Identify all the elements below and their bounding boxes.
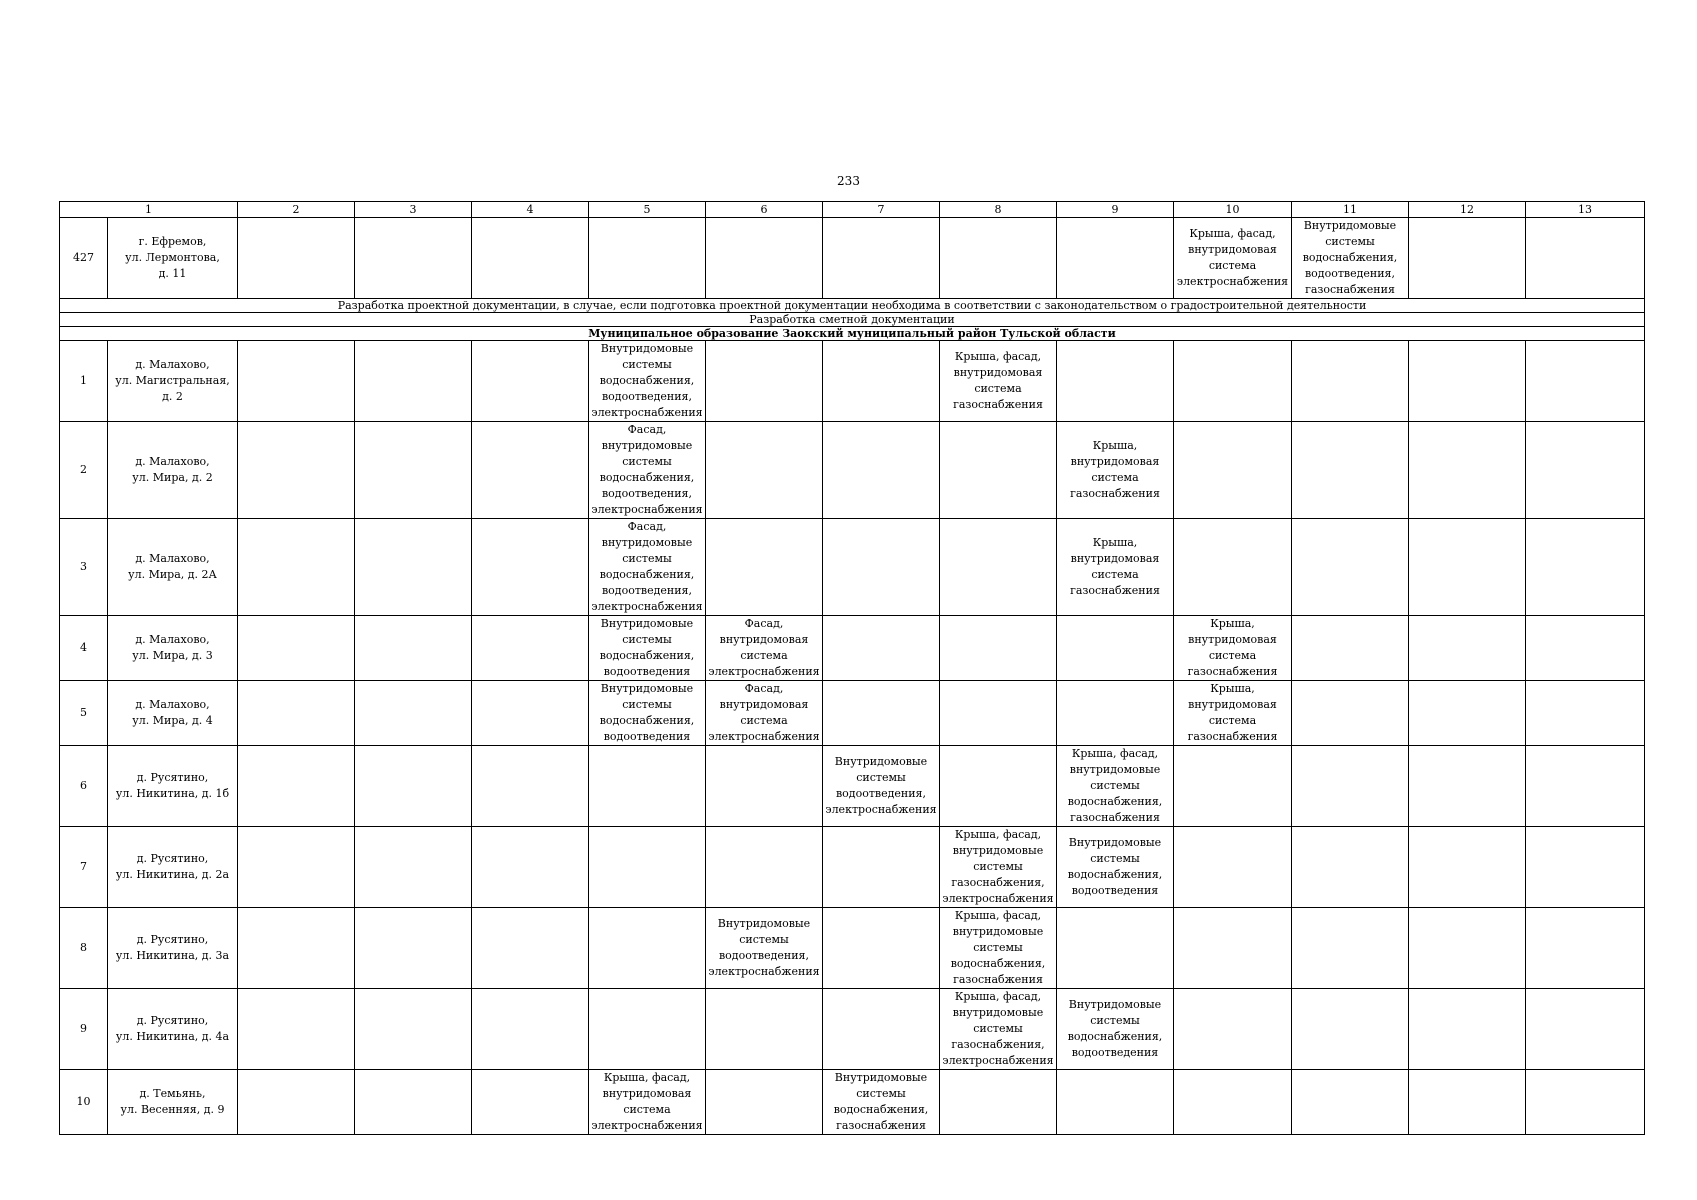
work-cell — [823, 908, 940, 989]
work-cell — [472, 908, 589, 989]
row-address: д. Русятино, ул. Никитина, д. 2а — [108, 827, 238, 908]
work-cell — [1292, 616, 1409, 681]
row-address: д. Русятино, ул. Никитина, д. 1б — [108, 746, 238, 827]
work-cell — [1057, 908, 1174, 989]
row-address: д. Русятино, ул. Никитина, д. 3а — [108, 908, 238, 989]
row-number: 9 — [60, 989, 108, 1070]
work-cell — [238, 908, 355, 989]
work-cell — [1526, 218, 1645, 299]
work-cell — [355, 908, 472, 989]
row-address: д. Малахово, ул. Магистральная, д. 2 — [108, 341, 238, 422]
work-cell — [355, 989, 472, 1070]
work-cell: Крыша, фасад, внутридомовые системы газоснабжения, электроснабжения — [940, 827, 1057, 908]
work-cell — [706, 827, 823, 908]
row-address: д. Малахово, ул. Мира, д. 4 — [108, 681, 238, 746]
column-header: 1 — [60, 202, 238, 218]
table-row — [60, 827, 1645, 908]
work-cell — [1292, 519, 1409, 616]
work-cell — [1174, 1070, 1292, 1135]
work-cell: Внутридомовые системы водоснабжения, водоотведения — [589, 616, 706, 681]
header-row — [60, 202, 1645, 218]
work-cell — [1526, 746, 1645, 827]
work-cell — [823, 218, 940, 299]
work-cell — [1526, 681, 1645, 746]
row-number: 3 — [60, 519, 108, 616]
work-cell — [238, 1070, 355, 1135]
work-cell — [706, 519, 823, 616]
work-cell — [1409, 616, 1526, 681]
work-cell — [1292, 341, 1409, 422]
work-cell — [1409, 422, 1526, 519]
work-cell: Внутридомовые системы водоснабжения, водоотведения, электроснабжения — [589, 341, 706, 422]
work-cell: Внутридомовые системы водоотведения, электроснабжения — [706, 908, 823, 989]
work-cell: Крыша, внутридомовая система газоснабжения — [1174, 616, 1292, 681]
work-cell — [1409, 746, 1526, 827]
work-cell: Внутридомовые системы водоснабжения, водоотведения — [1057, 989, 1174, 1070]
work-cell — [238, 519, 355, 616]
column-header: 11 — [1292, 202, 1409, 218]
work-cell: Фасад, внутридомовая система электроснабжения — [706, 616, 823, 681]
work-cell — [1174, 827, 1292, 908]
row-address: д. Малахово, ул. Мира, д. 3 — [108, 616, 238, 681]
work-cell — [940, 746, 1057, 827]
work-cell — [940, 616, 1057, 681]
work-cell — [823, 681, 940, 746]
work-cell — [1409, 989, 1526, 1070]
work-cell: Крыша, фасад, внутридомовые системы газоснабжения, электроснабжения — [940, 989, 1057, 1070]
column-header: 10 — [1174, 202, 1292, 218]
work-cell — [1292, 681, 1409, 746]
work-cell — [940, 218, 1057, 299]
section-title: Разработка проектной документации, в случае, если подготовка проектной документации необходима в соответствии с законодательством о градостроительной деятельности — [60, 299, 1645, 313]
work-cell — [823, 616, 940, 681]
work-cell: Внутридомовые системы водоотведения, электроснабжения — [823, 746, 940, 827]
work-cell — [1526, 422, 1645, 519]
work-cell — [238, 989, 355, 1070]
work-cell — [1174, 989, 1292, 1070]
work-cell — [823, 827, 940, 908]
work-cell: Крыша, фасад, внутридомовые системы водоснабжения, газоснабжения — [940, 908, 1057, 989]
work-cell — [1057, 681, 1174, 746]
work-cell — [472, 1070, 589, 1135]
work-cell: Внутридомовые системы водоснабжения, водоотведения — [1057, 827, 1174, 908]
work-cell — [472, 422, 589, 519]
table-row — [60, 1070, 1645, 1135]
column-header: 5 — [589, 202, 706, 218]
work-cell — [706, 341, 823, 422]
work-cell — [355, 616, 472, 681]
work-cell — [1526, 1070, 1645, 1135]
work-cell — [1526, 519, 1645, 616]
work-cell — [238, 681, 355, 746]
row-number: 10 — [60, 1070, 108, 1135]
work-cell: Крыша, фасад, внутридомовая система газоснабжения — [940, 341, 1057, 422]
table-row — [60, 746, 1645, 827]
table-row — [60, 908, 1645, 989]
work-cell — [355, 422, 472, 519]
work-cell — [940, 519, 1057, 616]
row-number: 6 — [60, 746, 108, 827]
work-cell — [823, 422, 940, 519]
work-cell — [238, 746, 355, 827]
table-row — [60, 519, 1645, 616]
section-title: Разработка сметной документации — [60, 313, 1645, 327]
work-cell: Фасад, внутридомовые системы водоснабжения, водоотведения, электроснабжения — [589, 519, 706, 616]
work-cell — [238, 341, 355, 422]
section-row — [60, 313, 1645, 327]
work-cell — [472, 827, 589, 908]
work-cell — [238, 827, 355, 908]
work-cell — [1526, 989, 1645, 1070]
work-cell — [238, 616, 355, 681]
work-cell — [1292, 908, 1409, 989]
column-header: 3 — [355, 202, 472, 218]
work-cell: Внутридомовые системы водоснабжения, газоснабжения — [823, 1070, 940, 1135]
work-cell: Фасад, внутридомовые системы водоснабжения, водоотведения, электроснабжения — [589, 422, 706, 519]
column-header: 13 — [1526, 202, 1645, 218]
table-row — [60, 989, 1645, 1070]
work-cell: Внутридомовые системы водоснабжения, водоотведения — [589, 681, 706, 746]
work-cell — [589, 908, 706, 989]
work-cell — [1292, 827, 1409, 908]
work-cell — [1057, 341, 1174, 422]
work-cell — [589, 218, 706, 299]
work-cell — [472, 746, 589, 827]
table-row — [60, 616, 1645, 681]
row-number: 4 — [60, 616, 108, 681]
work-cell — [589, 989, 706, 1070]
work-cell — [1292, 1070, 1409, 1135]
work-cell — [472, 616, 589, 681]
work-cell — [355, 746, 472, 827]
column-header: 7 — [823, 202, 940, 218]
work-cell — [1174, 341, 1292, 422]
work-cell — [1057, 616, 1174, 681]
row-number: 8 — [60, 908, 108, 989]
column-header: 6 — [706, 202, 823, 218]
work-cell: Крыша, фасад, внутридомовая система электроснабжения — [1174, 218, 1292, 299]
column-header: 8 — [940, 202, 1057, 218]
row-number: 427 — [60, 218, 108, 299]
work-cell — [1526, 341, 1645, 422]
work-cell — [1409, 341, 1526, 422]
table-row — [60, 341, 1645, 422]
work-cell — [1174, 746, 1292, 827]
work-cell — [472, 989, 589, 1070]
repair-schedule-table — [59, 201, 1645, 1135]
work-cell — [1292, 989, 1409, 1070]
work-cell — [706, 989, 823, 1070]
work-cell: Крыша, фасад, внутридомовые системы водоснабжения, газоснабжения — [1057, 746, 1174, 827]
work-cell — [706, 422, 823, 519]
row-address: д. Малахово, ул. Мира, д. 2 — [108, 422, 238, 519]
work-cell — [940, 681, 1057, 746]
work-cell: Крыша, внутридомовая система газоснабжения — [1057, 519, 1174, 616]
section-row — [60, 327, 1645, 341]
work-cell — [472, 341, 589, 422]
work-cell — [1409, 908, 1526, 989]
row-address: д. Малахово, ул. Мира, д. 2А — [108, 519, 238, 616]
work-cell — [589, 746, 706, 827]
work-cell — [940, 422, 1057, 519]
work-cell — [1174, 519, 1292, 616]
work-cell — [706, 1070, 823, 1135]
work-cell — [706, 746, 823, 827]
work-cell — [355, 519, 472, 616]
row-number: 5 — [60, 681, 108, 746]
table-row — [60, 218, 1645, 299]
work-cell — [1526, 616, 1645, 681]
column-header: 12 — [1409, 202, 1526, 218]
work-cell — [1174, 908, 1292, 989]
work-cell — [472, 681, 589, 746]
work-cell — [1409, 827, 1526, 908]
column-header: 2 — [238, 202, 355, 218]
work-cell — [355, 341, 472, 422]
work-cell — [1057, 1070, 1174, 1135]
column-header: 9 — [1057, 202, 1174, 218]
column-header: 4 — [472, 202, 589, 218]
row-number: 2 — [60, 422, 108, 519]
row-address: д. Русятино, ул. Никитина, д. 4а — [108, 989, 238, 1070]
row-number: 1 — [60, 341, 108, 422]
row-address: г. Ефремов, ул. Лермонтова, д. 11 — [108, 218, 238, 299]
work-cell — [472, 218, 589, 299]
work-cell — [355, 681, 472, 746]
work-cell: Внутридомовые системы водоснабжения, водоотведения, газоснабжения — [1292, 218, 1409, 299]
work-cell — [1526, 908, 1645, 989]
work-cell — [1292, 746, 1409, 827]
work-cell — [823, 519, 940, 616]
table-row — [60, 422, 1645, 519]
work-cell — [238, 422, 355, 519]
work-cell — [1526, 827, 1645, 908]
page-number: 233 — [837, 174, 860, 188]
table-row — [60, 681, 1645, 746]
section-title: Муниципальное образование Заокский муниципальный район Тульской области — [60, 327, 1645, 341]
work-cell — [355, 218, 472, 299]
work-cell: Фасад, внутридомовая система электроснабжения — [706, 681, 823, 746]
work-cell — [823, 989, 940, 1070]
section-row — [60, 299, 1645, 313]
work-cell: Крыша, внутридомовая система газоснабжения — [1057, 422, 1174, 519]
work-cell — [589, 827, 706, 908]
work-cell — [1292, 422, 1409, 519]
work-cell — [1409, 1070, 1526, 1135]
work-cell — [706, 218, 823, 299]
work-cell: Крыша, внутридомовая система газоснабжения — [1174, 681, 1292, 746]
work-cell — [1174, 422, 1292, 519]
work-cell — [940, 1070, 1057, 1135]
work-cell — [472, 519, 589, 616]
work-cell — [1409, 519, 1526, 616]
work-cell — [355, 827, 472, 908]
row-address: д. Темьянь, ул. Весенняя, д. 9 — [108, 1070, 238, 1135]
work-cell — [1057, 218, 1174, 299]
row-number: 7 — [60, 827, 108, 908]
work-cell — [823, 341, 940, 422]
work-cell: Крыша, фасад, внутридомовая система электроснабжения — [589, 1070, 706, 1135]
work-cell — [355, 1070, 472, 1135]
work-cell — [1409, 681, 1526, 746]
work-cell — [238, 218, 355, 299]
work-cell — [1409, 218, 1526, 299]
